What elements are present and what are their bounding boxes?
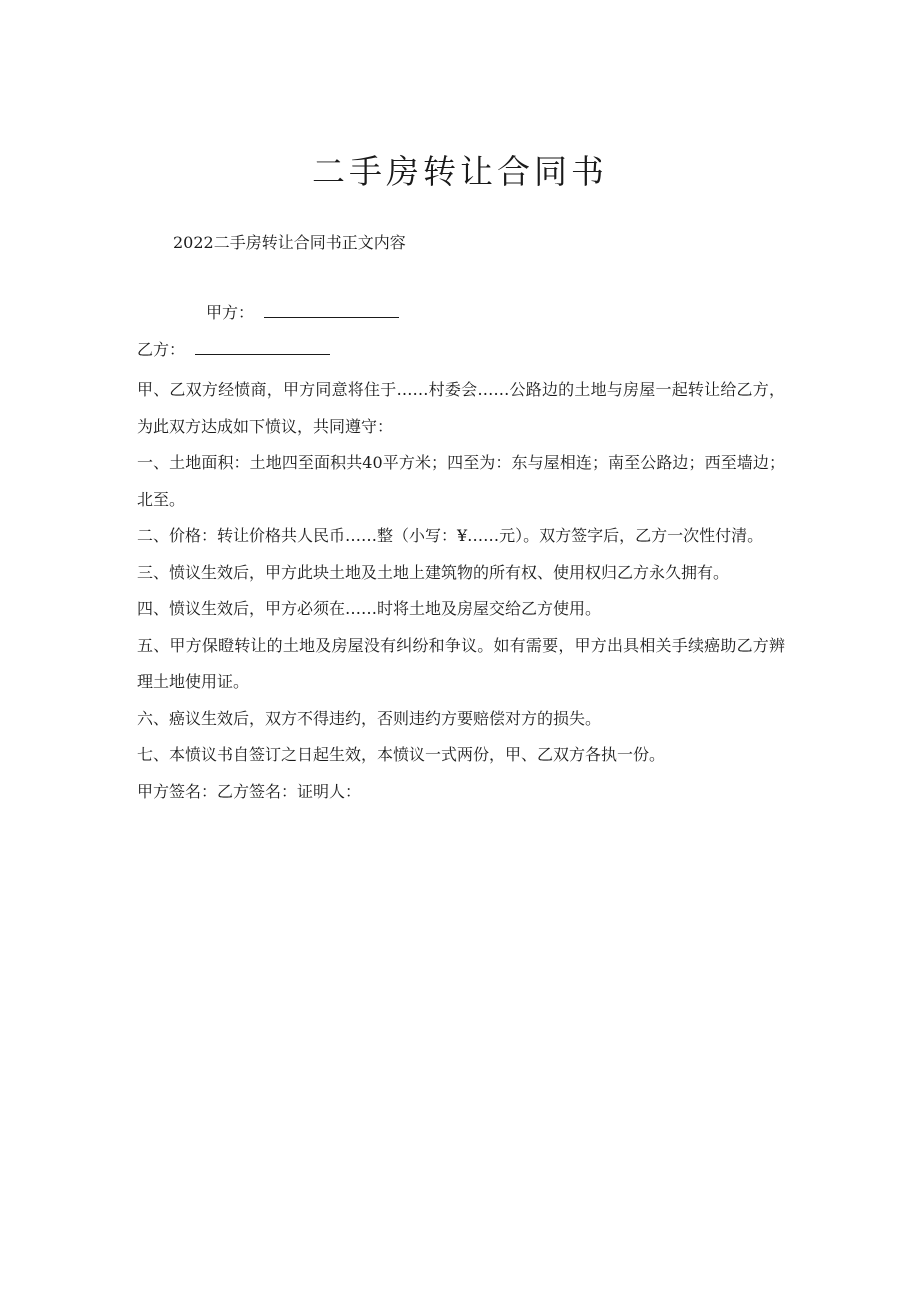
paragraph-clause-6: 六、癌议生效后，双方不得违约，否则违约方要赔偿对方的损失。 <box>137 708 602 728</box>
party-a-blank <box>264 303 399 318</box>
party-a-line <box>206 301 399 325</box>
paragraph-clause-3: 三、愤议生效后，甲方此块土地及土地上建筑物的所有权、使用权归乙方永久拥有。 <box>137 562 730 582</box>
document-subtitle: 2022二手房转让合同书正文内容 <box>173 233 406 252</box>
contract-body <box>137 372 785 810</box>
signature-line: 甲方签名：乙方签名：证明人： <box>137 781 362 801</box>
paragraph-clause-7: 七、本愤议书自签订之日起生效，本愤议一式两份，甲、乙双方各执一份。 <box>137 745 666 764</box>
party-b-label: 乙方： <box>137 340 186 359</box>
paragraph-clause-1: 一、土地面积：土地四至面积共40平方米；四至为：东与屋相连；南至公路边；西至墙边；北至。 <box>137 453 785 509</box>
paragraph-clause-5: 五、甲方保瞪转让的土地及房屋没有纠纷和争议。如有需要，甲方出具相关手续癌助乙方辨理土地使用证。 <box>137 635 785 691</box>
party-a-label: 甲方： <box>206 303 255 322</box>
party-b-line <box>137 338 330 362</box>
paragraph-intro: 甲、乙双方经愤商，甲方同意将住于……村委会……公路边的土地与房屋一起转让给乙方，为此双方达成如下愤议，共同遵守： <box>137 380 785 436</box>
document-title: 二手房转让合同书 <box>312 152 608 191</box>
paragraph-clause-2: 二、价格：转让价格共人民币……整（小写：¥……元）。双方签字后，乙方一次性付清。 <box>137 526 764 545</box>
paragraph-clause-4: 四、愤议生效后，甲方必须在……时将土地及房屋交给乙方使用。 <box>137 599 602 618</box>
party-b-blank <box>195 340 330 355</box>
